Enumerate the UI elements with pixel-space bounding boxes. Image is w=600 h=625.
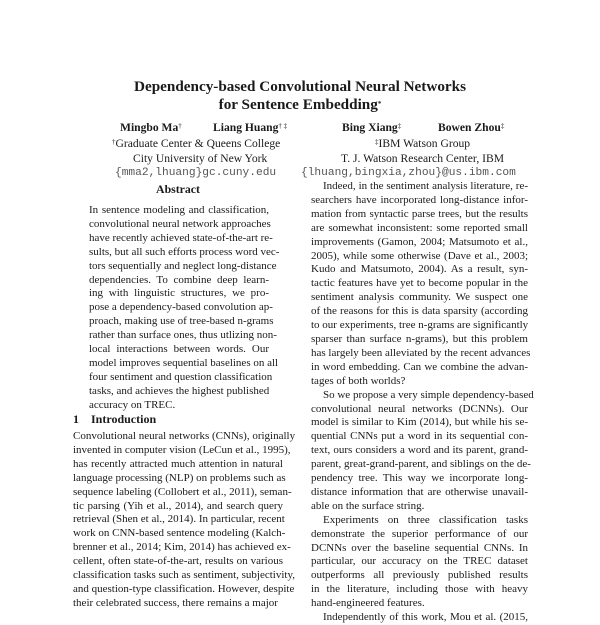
- text-line: improvements (Gamon, 2004; Matsumoto et al.,: [311, 235, 528, 248]
- author-name: Liang Huang† ‡: [213, 121, 288, 134]
- author-email: {mma2,lhuang}gc.cuny.edu: [115, 167, 277, 179]
- text-line: pose a dependency-based convolution ap-: [89, 301, 273, 314]
- text-line: sparser than surface n-grams), but this problem: [311, 332, 528, 345]
- affiliation: ‡IBM Watson Group: [375, 137, 471, 150]
- text-line: able on the surface string.: [311, 499, 425, 512]
- text-line: sults, but all such efforts process word vec-: [89, 245, 280, 258]
- text-line: retrieval (Shen et al., 2014). In particular, recent: [73, 513, 285, 526]
- text-line: has recently attracted much attention in natural: [73, 457, 283, 470]
- text-line: So we propose a very simple dependency-based: [323, 388, 534, 401]
- text-line: convolutional neural network approaches: [89, 217, 271, 230]
- author-name: Bowen Zhou‡: [438, 121, 505, 134]
- abstract-heading: Abstract: [156, 182, 200, 196]
- text-line: hand-engineered features.: [311, 597, 425, 610]
- author-email: {lhuang,bingxia,zhou}@us.ibm.com: [301, 167, 516, 179]
- text-line: In sentence modeling and classification,: [89, 204, 269, 216]
- paper-title-line2: for Sentence Embedding*: [218, 96, 382, 113]
- text-line: mation from syntactic parse trees, but the results: [311, 207, 528, 220]
- text-line: pendency tree. This way we incorporate long-: [311, 472, 528, 485]
- text-line: of the reasons for this is data sparsity (according: [311, 305, 528, 318]
- paper-title: Dependency-based Convolutional Neural Networks: [133, 78, 467, 95]
- text-line: language processing (NLP) on problems such as: [73, 471, 286, 484]
- text-line: DCNNs over the baseline sequential CNNs. In: [311, 541, 528, 554]
- text-line: 2005), while some otherwise (Dave et al., 2003;: [311, 249, 528, 262]
- text-line: tic parsing (Yih et al., 2014), and search query: [73, 499, 283, 512]
- text-line: quential CNNs put a word in its sequential con-: [311, 430, 528, 443]
- text-line: Indeed, in the sentiment analysis literature, re-: [323, 180, 528, 192]
- text-line: classification tasks such as sentiment, subjectivity,: [73, 569, 295, 582]
- text-line: brenner et al., 2014; Kim, 2014) has achieved ex-: [73, 541, 291, 554]
- author-name: Mingbo Ma†: [120, 121, 182, 134]
- author-name: Bing Xiang‡: [342, 121, 402, 134]
- text-line: tors sequentially and neglect long-distance: [89, 259, 277, 272]
- text-line: to our experiments, tree n-grams are significantly: [311, 319, 529, 332]
- text-line: parent, great-grand-parent, and siblings on the de-: [311, 458, 531, 471]
- abstract-body: [89, 204, 280, 413]
- text-line: rather than surface ones, thus utlizing non-: [89, 329, 277, 342]
- text-line: demonstrate the superior performance of our: [311, 527, 528, 540]
- text-line: searchers have incorporated long-distance infor-: [311, 193, 528, 206]
- text-line: has largely been alleviated by the recent advances: [311, 346, 531, 359]
- text-line: accuracy on TREC.: [89, 398, 176, 411]
- intro-paragraph: [73, 430, 296, 611]
- text-line: work on CNN-based sentence modeling (Kalch-: [73, 527, 286, 540]
- text-line: tasks, and achieves the highest published: [89, 384, 270, 397]
- affiliation-line2: City University of New York: [133, 152, 268, 165]
- text-line: and question-type classification. However, despite: [73, 582, 295, 595]
- title-footnote-mark: *: [377, 100, 382, 108]
- text-line: are somewhat inconsistent: some reported small: [311, 221, 528, 234]
- text-line: dependencies. To combine deep learn-: [89, 273, 269, 286]
- affiliation: †Graduate Center & Queens College: [112, 137, 281, 150]
- text-line: distance information that are otherwise unavail-: [311, 485, 528, 498]
- text-line: in the literature, including those with heavy: [311, 583, 528, 596]
- text-line: tactic features have yet to become popular in the: [311, 277, 528, 290]
- text-line: text, ours considers a word and its parent, grand-: [311, 444, 528, 457]
- text-line: cellent, often state-of-the-art, results on various: [73, 555, 283, 568]
- right-column-text: [311, 180, 534, 625]
- text-line: convolutional neural networks (DCNNs). Our: [311, 402, 528, 415]
- text-line: Independently of this work, Mou et al. (2015,: [323, 611, 528, 624]
- text-line: ing with linguistic structures, we pro-: [89, 287, 269, 300]
- text-line: four sentiment and question classification: [89, 370, 273, 383]
- text-line: particular, our accuracy on the TREC dataset: [311, 555, 528, 568]
- text-line: model improves sequential baselines on all: [89, 356, 279, 369]
- text-line: in word embedding. Can we combine the advan-: [311, 360, 528, 373]
- text-line: their celebrated success, there remains a major: [73, 596, 278, 609]
- text-line: Kudo and Matsumoto, 2004). As a result, syn-: [311, 263, 528, 276]
- text-line: outperforms all previously published results: [311, 569, 528, 582]
- text-line: Experiments on three classification tasks: [323, 513, 528, 526]
- section-heading: 1 Introduction: [73, 412, 157, 426]
- text-line: sequence labeling (Collobert et al., 2011), seman-: [73, 485, 292, 498]
- affiliation-line2: T. J. Watson Research Center, IBM: [341, 152, 505, 165]
- text-line: model is similar to Kim (2014), but while his se-: [311, 416, 528, 429]
- text-line: proach, making use of tree-based n-grams: [89, 315, 274, 328]
- text-line: tages of both worlds?: [311, 374, 406, 387]
- text-line: Convolutional neural networks (CNNs), originally: [73, 430, 296, 442]
- text-line: have recently achieved state-of-the-art re-: [89, 231, 273, 244]
- text-line: invented in computer vision (LeCun et al., 1995),: [73, 443, 291, 456]
- text-line: local interactions between words. Our: [89, 343, 269, 356]
- text-line: sentiment analysis community. We suspect one: [311, 291, 528, 304]
